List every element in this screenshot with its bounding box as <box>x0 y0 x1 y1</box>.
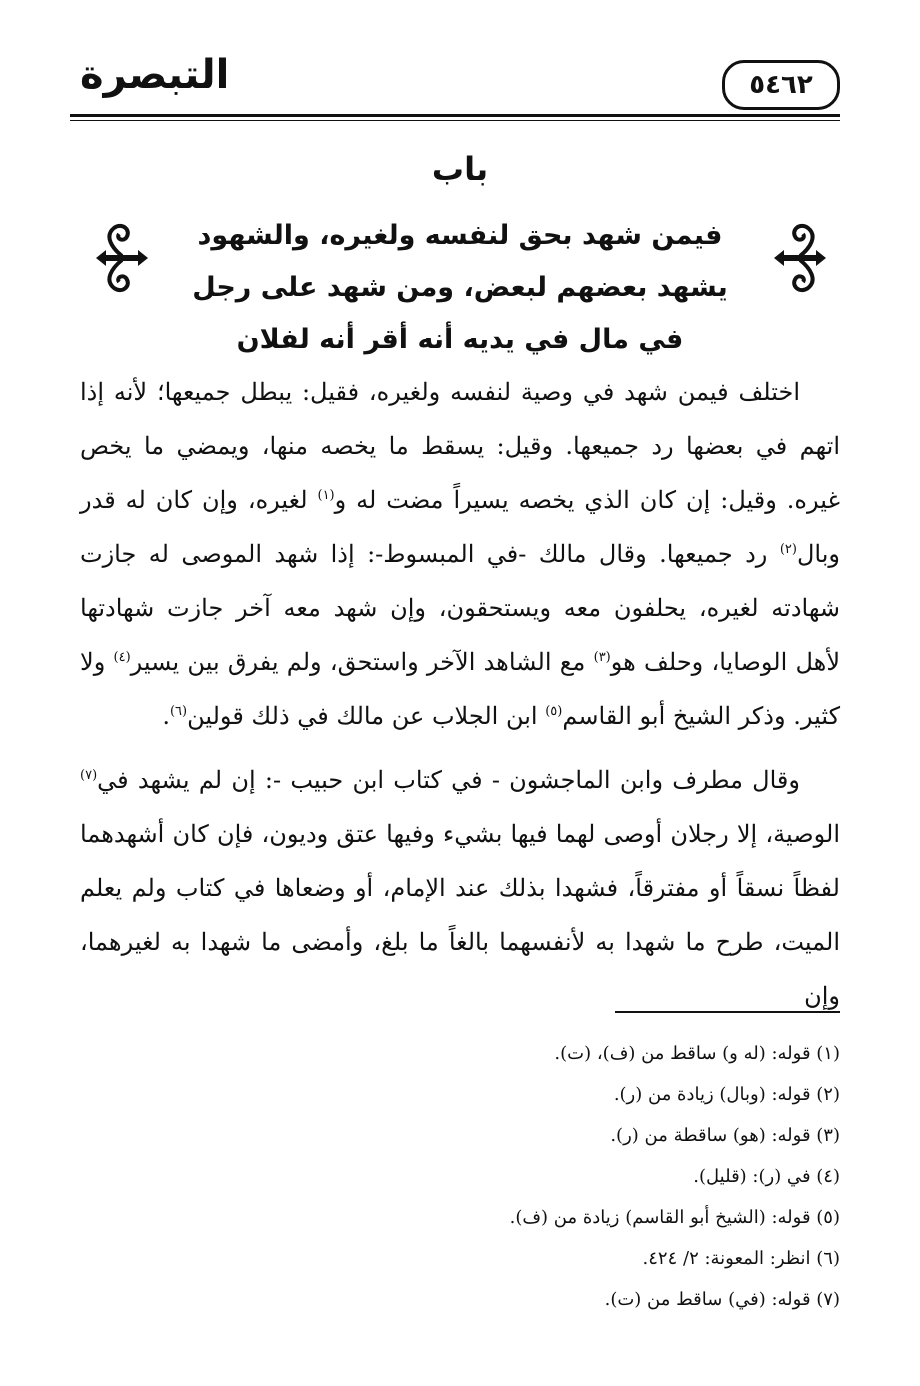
body-text <box>80 365 840 1033</box>
ornament-right-icon <box>770 218 830 298</box>
footnote-6: (٦) انظر: المعونة: ٢/ ٤٢٤. <box>642 1248 840 1269</box>
page-number: ٥٤٦٢ <box>749 70 813 100</box>
footnote-ref-3: (٣) <box>593 650 611 665</box>
footnote-7: (٧) قوله: (في) ساقط من (ت). <box>604 1289 840 1310</box>
footnote-3: (٣) قوله: (هو) ساقطة من (ر). <box>610 1125 840 1146</box>
ornament-left-icon <box>92 218 152 298</box>
chapter-label: باب <box>431 150 489 188</box>
footnote-ref-2: (٢) <box>779 542 797 557</box>
footnote-ref-4: (٤) <box>113 650 131 665</box>
page-number-badge <box>722 60 840 110</box>
header-rule-thin <box>70 120 840 121</box>
chapter-title: فيمن شهد بحق لنفسه ولغيره، والشهود يشهد بعضهم لبعض، ومن شهد على رجل في مال في يديه أنه أقر أنه لفلان <box>192 220 728 355</box>
footnote-1: (١) قوله: (له و) ساقط من (ف)، (ت). <box>554 1043 840 1064</box>
footnote-2: (٢) قوله: (وبال) زيادة من (ر). <box>613 1084 840 1105</box>
page-header <box>70 52 840 124</box>
footnotes <box>80 1033 840 1320</box>
footnote-ref-1: (١) <box>317 488 335 503</box>
header-rule <box>70 114 840 117</box>
footnote-5: (٥) قوله: (الشيخ أبو القاسم) زيادة من (ف). <box>509 1207 840 1228</box>
paragraph-2: وقال مطرف وابن الماجشون - في كتاب ابن حبيب -: إن لم يشهد في$^{(٧)}$ الوصية، إلا رجلان أوصى لهما فيها بشيء وفيها عتق وديون، فإن كان أشهدهما لفظاً نسقاً أو مفترقاً، فشهدا بذلك عند الإمام، أو وضعاها في كتاب ولم يعلم الميت، طرح ما شهدا به لأنفسهما بالغاً ما بلغ، وأمضى ما شهدا به لغيرهما، وإن <box>80 766 841 1010</box>
book-title: التبصرة <box>80 52 230 98</box>
footnote-ref-7: (٧) <box>80 768 98 783</box>
footnote-4: (٤) في (ر): (قليل). <box>693 1166 840 1187</box>
footnote-ref-5: (٥) <box>545 704 563 719</box>
footnote-ref-6: (٦) <box>169 704 188 719</box>
paragraph-1: اختلف فيمن شهد في وصية لنفسه ولغيره، فقيل: يبطل جميعها؛ لأنه إذا اتهم في بعضها رد جميعها. وقيل: يسقط ما يخصه منها، ويمضي ما يخص غيره. وقيل: إن كان الذي يخصه يسيراً مضت له و$^{(١)}$ لغيره، وإن كان له قدر وبال$^{(٢)}$ رد جميعها. وقال مالك -في المبسوط-: إذا شهد الموصى له جازت شهادته لغيره، يحلفون معه ويستحقون، وإن شهد معه آخر جازت شهادتها لأهل الوصايا، وحلف هو$^{(٣)}$ مع الشاهد الآخر واستحق، ولم يفرق بين يسير$^{(٤)}$ ولا كثير. وذكر الشيخ أبو القاسم$^{(٥)}$ ابن الجلاب عن مالك في ذلك قولين$^{(٦)}$. <box>80 378 841 730</box>
footnote-separator <box>615 1011 840 1013</box>
